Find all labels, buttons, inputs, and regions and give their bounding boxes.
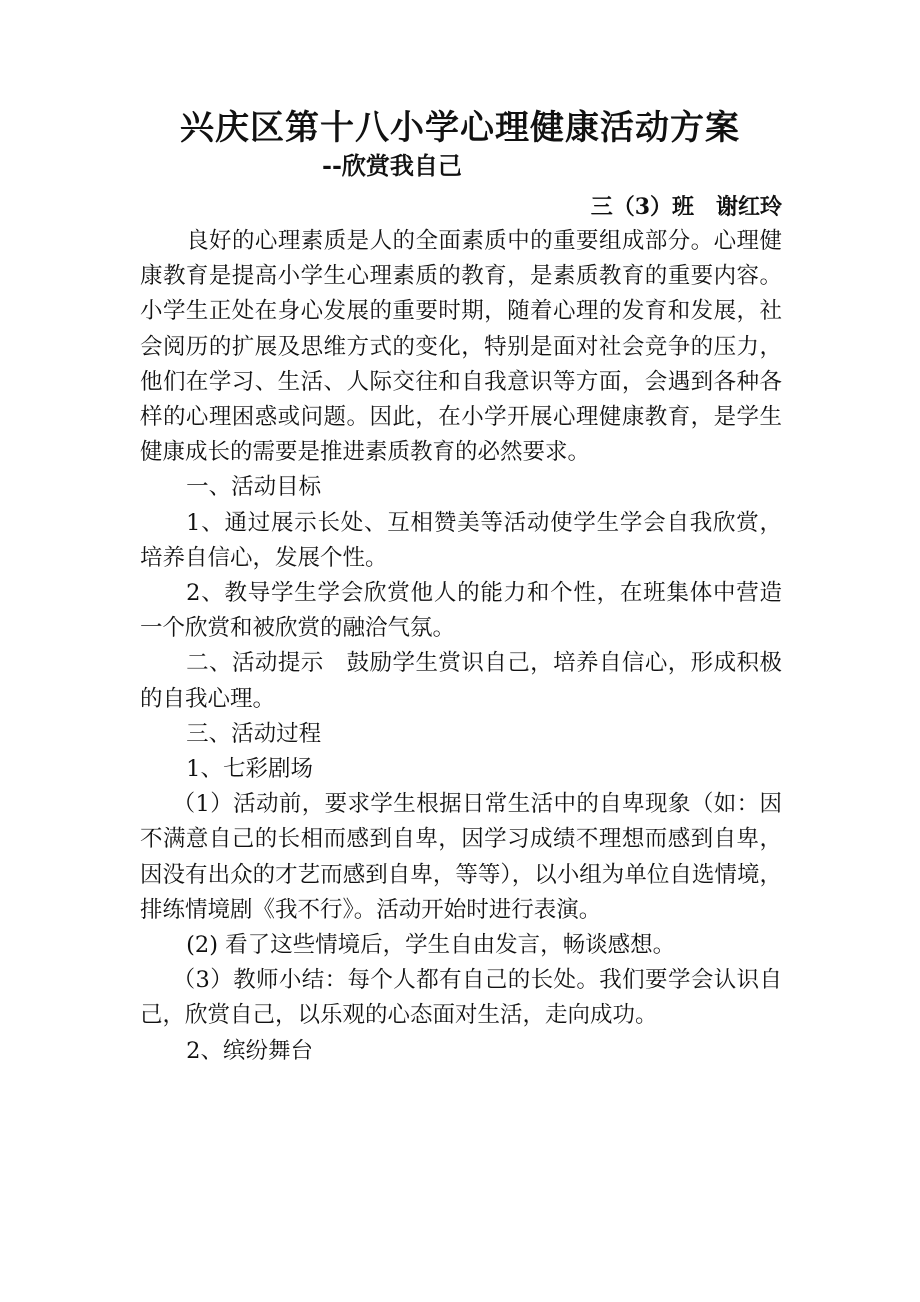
document-body (140, 224, 782, 1069)
section-heading-goals: 一、活动目标 (186, 474, 322, 501)
document-title: 兴庆区第十八小学心理健康活动方案 (180, 108, 740, 148)
section-heading-tips: 二、活动提示 鼓励学生赏识自己，培养自信心，形成积极的自我心理。 (140, 650, 782, 712)
goal-item-1: 1、通过展示长处、互相赞美等活动使学生学会自我欣赏，培养自信心，发展个性。 (140, 509, 782, 571)
process-step-3: （3）教师小结：每个人都有自己的长处。我们要学会认识自己，欣赏自己，以乐观的心态面对生活，走向成功。 (140, 967, 782, 1029)
document-subtitle: --欣赏我自己 (322, 151, 462, 180)
section-heading-process: 三、活动过程 (186, 720, 322, 747)
author-line: 三（3）班 谢红玲 (590, 194, 782, 220)
process-step-1: （1）活动前，要求学生根据日常生活中的自卑现象（如：因不满意自己的长相而感到自卑，因学习成绩不理想而感到自卑，因没有出众的才艺而感到自卑，等等），以小组为单位自选情境，排练情境剧《我不行》。活动开始时进行表演。 (140, 791, 782, 923)
process-item-2: 2、缤纷舞台 (186, 1037, 313, 1064)
process-step-2: (2) 看了这些情境后，学生自由发言，畅谈感想。 (186, 932, 676, 959)
intro-paragraph: 良好的心理素质是人的全面素质中的重要组成部分。心理健康教育是提高小学生心理素质的教育，是素质教育的重要内容。小学生正处在身心发展的重要时期，随着心理的发育和发展，社会阅历的扩展及思维方式的变化，特别是面对社会竞争的压力，他们在学习、生活、人际交往和自我意识等方面，会遇到各种各样的心理困惑或问题。因此，在小学开展心理健康教育，是学生健康成长的需要是推进素质教育的必然要求。 (140, 228, 782, 466)
process-item-1: 1、七彩剧场 (186, 756, 313, 783)
goal-item-2: 2、教导学生学会欣赏他人的能力和个性，在班集体中营造一个欣赏和被欣赏的融洽气氛。 (140, 580, 782, 642)
